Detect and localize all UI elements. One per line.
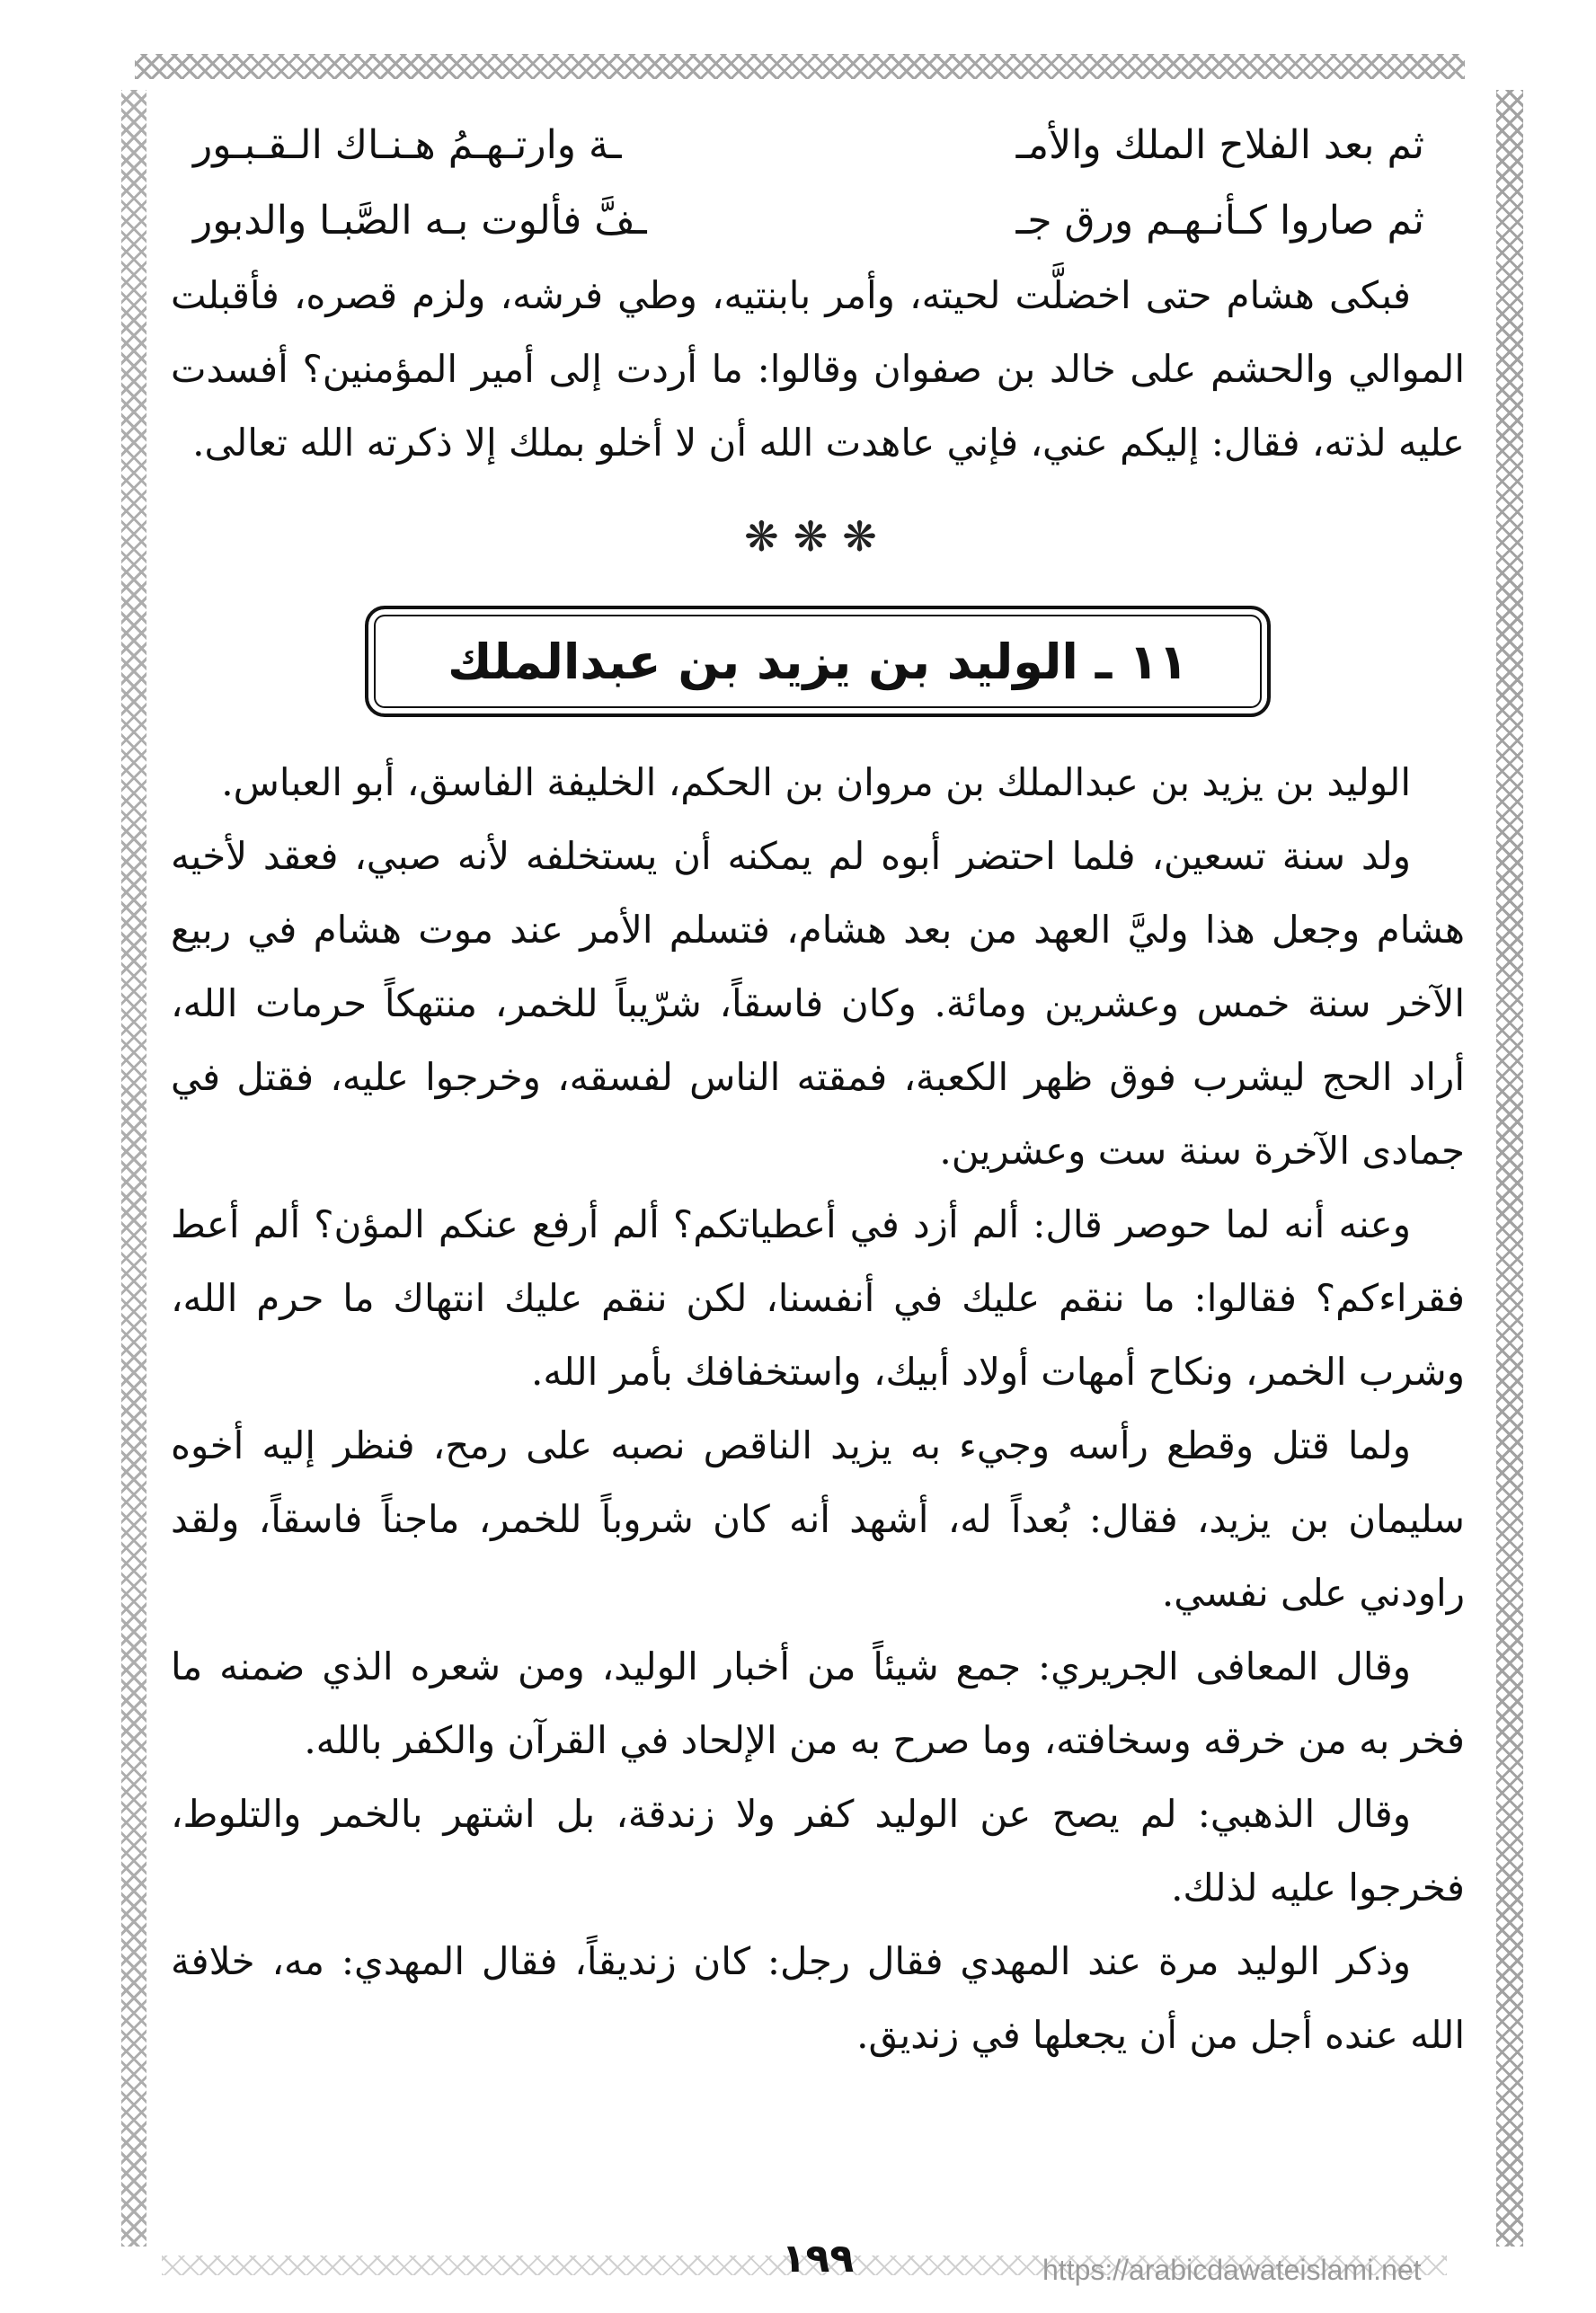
body-paragraph: وذكر الوليد مرة عند المهدي فقال رجل: كان زنديقاً، فقال المهدي: مه، خلافة الله عنده أجل من أن يجعلها في زنديق. xyxy=(171,1939,1465,2057)
page-number: ١٩٩ xyxy=(781,2236,855,2282)
poem-hemistich-left: ـفَّ فألوت بـه الصَّبـا والدبور xyxy=(193,198,647,244)
body-paragraph: ولما قتل وقطع رأسه وجيء به يزيد الناقص نصبه على رمح، فنظر إليه أخوه سليمان بن يزيد، فقال: بُعداً له، أشهد أنه كان شروباً للخمر، ماجناً فاسقاً، ولقد راودني على نفسي. xyxy=(171,1423,1465,1615)
poem-hemistich-right: ثم بعد الفلاح الملك والأمـ xyxy=(1015,122,1424,168)
body-paragraph: وقال المعافى الجريري: جمع شيئاً من أخبار الوليد، ومن شعره الذي ضمنه ما فخر به من خرقه وسخافته، وما صرح به من الإلحاد في القرآن والكفر بالله. xyxy=(171,1644,1465,1762)
body-paragraph: وقال الذهبي: لم يصح عن الوليد كفر ولا زندقة، بل اشتهر بالخمر والتلوط، فخرجوا عليه لذلك. xyxy=(171,1792,1465,1910)
section-separator-stars: ❋❋❋ xyxy=(744,512,891,561)
intro-paragraph: فبكى هشام حتى اخضلَّت لحيته، وأمر بابنتيه، وطي فرشه، ولزم قصره، فأقبلت الموالي والحشم على خالد بن صفوان وقالوا: ما أردت إلى أمير المؤمنين؟ أفسدت عليه لذته، فقال: إليكم عني، فإني عاهدت الله أن لا أخلو بملك إلا ذكرته الله تعالى. xyxy=(171,273,1465,465)
body-paragraph: وعنه أنه لما حوصر قال: ألم أزد في أعطياتكم؟ ألم أرفع عنكم المؤن؟ ألم أعط فقراءكم؟ فقالوا: ما ننقم عليك في أنفسنا، لكن ننقم عليك انتهاك ما حرم الله، وشرب الخمر، ونكاح أمهات أولاد أبيك، واستخفافك بأمر الله. xyxy=(171,1202,1465,1394)
decorative-border-left xyxy=(121,90,146,2247)
poem-hemistich-left: ـة وارتـهـمُ هـنـاك الـقـبـور xyxy=(193,122,622,168)
poem-line xyxy=(193,183,1424,259)
body-paragraph: ولد سنة تسعين، فلما احتضر أبوه لم يمكنه أن يستخلفه لأنه صبي، فعقد لأخيه هشام وجعل هذا وليَّ العهد من بعد هشام، فتسلم الأمر عند موت هشام في ربيع الآخر سنة خمس وعشرين ومائة. وكان فاسقاً، شرّيباً للخمر، منتهكاً حرمات الله، أراد الحج ليشرب فوق ظهر الكعبة، فمقته الناس لفسقه، وخرجوا عليه، فقتل في جمادى الآخرة سنة ست وعشرين. xyxy=(171,834,1465,1173)
decorative-border-top xyxy=(135,54,1465,79)
decorative-border-right xyxy=(1496,90,1523,2247)
body-paragraph: الوليد بن يزيد بن عبدالملك بن مروان بن الحكم، الخليفة الفاسق، أبو العباس. xyxy=(221,760,1411,804)
poem-hemistich-right: ثم صاروا كـأنـهـم ورق جـ xyxy=(1015,198,1424,244)
poem-line xyxy=(193,108,1424,183)
watermark-url: https://arabicdawateislami.net xyxy=(1042,2254,1422,2286)
section-heading: ١١ ـ الوليد بن يزيد بن عبدالملك xyxy=(448,633,1188,690)
section-heading-box xyxy=(365,606,1271,717)
